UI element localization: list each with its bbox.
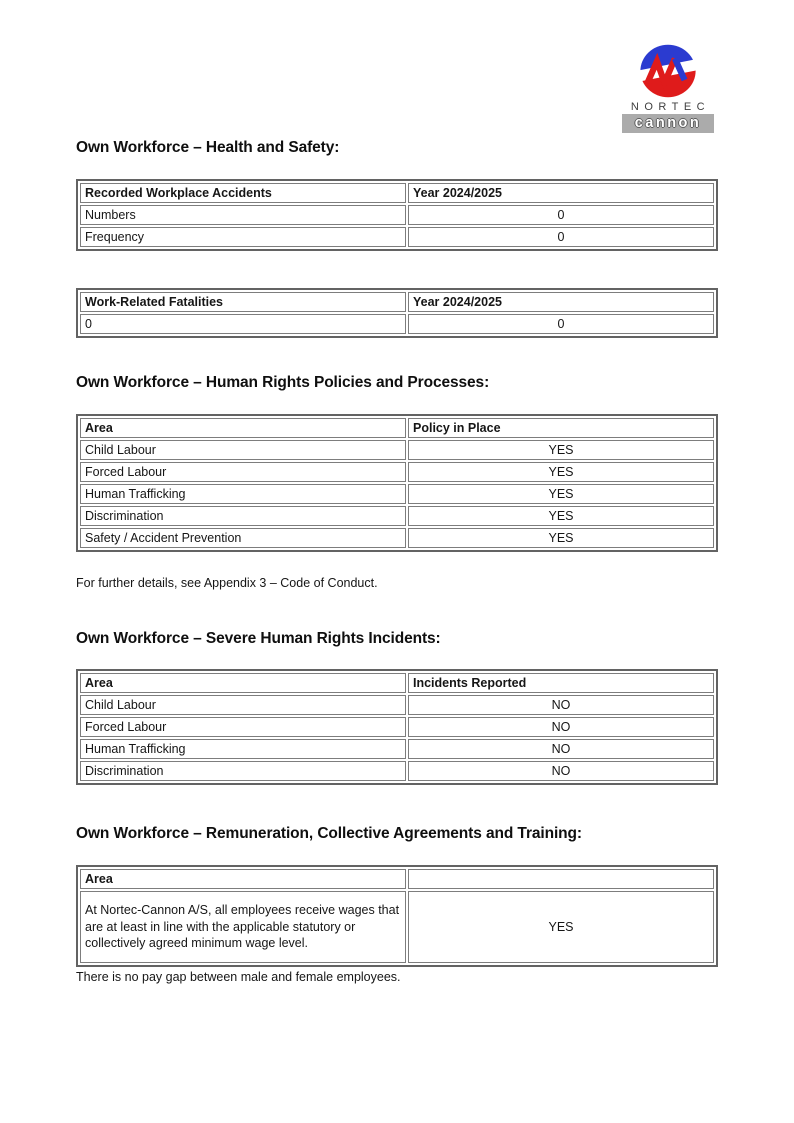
- table-row: [80, 761, 714, 781]
- table-row: [80, 739, 714, 759]
- table-header-row: [80, 869, 714, 889]
- row-value: YES: [408, 528, 714, 548]
- column-header: Year 2024/2025: [408, 292, 714, 312]
- table-row: [80, 506, 714, 526]
- column-header: Area: [80, 869, 406, 889]
- table-row: [80, 205, 714, 225]
- row-label: Human Trafficking: [80, 484, 406, 504]
- table-row: [80, 440, 714, 460]
- heading-remuneration: Own Workforce – Remuneration, Collective Agreements and Training:: [76, 825, 582, 842]
- table-row: [80, 484, 714, 504]
- row-label: Child Labour: [80, 695, 406, 715]
- row-label: Safety / Accident Prevention: [80, 528, 406, 548]
- row-value: YES: [408, 484, 714, 504]
- table-row: [80, 891, 714, 963]
- table-policies-in-place: [76, 414, 718, 552]
- table-work-related-fatalities: [76, 288, 718, 338]
- table-remuneration: [76, 865, 718, 967]
- table-row: [80, 462, 714, 482]
- row-label: 0: [80, 314, 406, 334]
- nortec-cannon-logo: [622, 42, 714, 133]
- table-incidents-reported: [76, 669, 718, 785]
- row-label: Human Trafficking: [80, 739, 406, 759]
- row-value: YES: [408, 506, 714, 526]
- table-row: [80, 695, 714, 715]
- note-pay-gap: There is no pay gap between male and female employees.: [76, 970, 401, 984]
- row-value: YES: [408, 891, 714, 963]
- row-value: YES: [408, 440, 714, 460]
- row-label: Forced Labour: [80, 717, 406, 737]
- heading-human-rights-policies: Own Workforce – Human Rights Policies and Processes:: [76, 374, 490, 391]
- row-label: At Nortec-Cannon A/S, all employees receive wages that are at least in line with the applicable statutory or collectively agreed minimum wage level.: [80, 891, 406, 963]
- column-header: Work-Related Fatalities: [80, 292, 406, 312]
- row-label: Discrimination: [80, 506, 406, 526]
- column-header: Year 2024/2025: [408, 183, 714, 203]
- row-value: NO: [408, 695, 714, 715]
- table-row: [80, 227, 714, 247]
- row-label: Discrimination: [80, 761, 406, 781]
- row-label: Frequency: [80, 227, 406, 247]
- row-label: Forced Labour: [80, 462, 406, 482]
- row-value: 0: [408, 314, 714, 334]
- column-header: Recorded Workplace Accidents: [80, 183, 406, 203]
- heading-health-safety: Own Workforce – Health and Safety:: [76, 139, 340, 156]
- column-header: Policy in Place: [408, 418, 714, 438]
- heading-severe-incidents: Own Workforce – Severe Human Rights Incidents:: [76, 630, 441, 647]
- logo-text-cannon: cannon: [622, 114, 714, 133]
- row-label: Numbers: [80, 205, 406, 225]
- nortec-logo-icon: [633, 42, 703, 100]
- table-row: [80, 528, 714, 548]
- column-header: Incidents Reported: [408, 673, 714, 693]
- table-header-row: [80, 183, 714, 203]
- row-label: Child Labour: [80, 440, 406, 460]
- column-header: Area: [80, 418, 406, 438]
- row-value: NO: [408, 739, 714, 759]
- logo-text-nortec: NORTEC: [630, 101, 711, 113]
- table-header-row: [80, 673, 714, 693]
- table-header-row: [80, 292, 714, 312]
- column-header: [408, 869, 714, 889]
- row-value: NO: [408, 761, 714, 781]
- column-header: Area: [80, 673, 406, 693]
- row-value: YES: [408, 462, 714, 482]
- table-row: [80, 314, 714, 334]
- table-workplace-accidents: [76, 179, 718, 251]
- row-value: NO: [408, 717, 714, 737]
- row-value: 0: [408, 205, 714, 225]
- table-header-row: [80, 418, 714, 438]
- note-code-of-conduct: For further details, see Appendix 3 – Code of Conduct.: [76, 576, 378, 590]
- row-value: 0: [408, 227, 714, 247]
- table-row: [80, 717, 714, 737]
